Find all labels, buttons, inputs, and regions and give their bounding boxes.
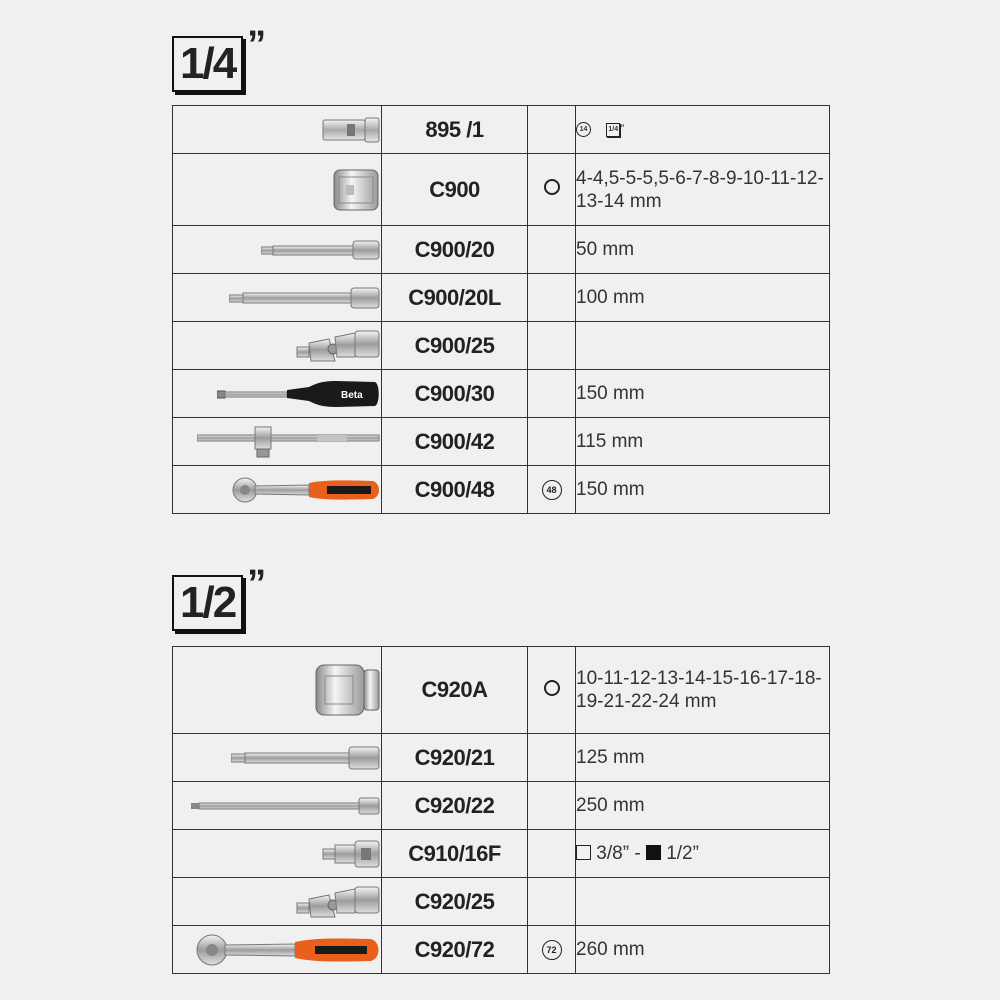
- table-row: [173, 878, 830, 926]
- drive-size-badge: 1/2: [172, 575, 243, 631]
- product-code: C900/20: [382, 226, 528, 274]
- product-code: C910/16F: [382, 830, 528, 878]
- product-code: C920/25: [382, 878, 528, 926]
- ratchet-teeth-icon: 72: [542, 940, 562, 960]
- section-header-half-inch: [172, 563, 267, 631]
- adapter-to: 1/2”: [666, 843, 699, 864]
- table-row: [173, 926, 830, 974]
- ratchet-icon: [195, 933, 381, 967]
- length-description: 100 mm: [576, 274, 830, 322]
- female-square-icon: [576, 845, 591, 860]
- extension-bar-icon: [229, 285, 381, 311]
- adapter-separator: -: [634, 843, 641, 864]
- hex-socket-icon: [313, 662, 381, 718]
- product-code: C900/30: [382, 370, 528, 418]
- spark-plug-socket-icon: [321, 115, 381, 145]
- length-description: 50 mm: [576, 226, 830, 274]
- extension-bar-icon: [191, 796, 381, 816]
- product-code: C920/22: [382, 782, 528, 830]
- adapter-icon: [321, 839, 381, 869]
- table-row: [173, 418, 830, 466]
- section-header-quarter-inch: [172, 24, 267, 92]
- length-description: 250 mm: [576, 782, 830, 830]
- description: [576, 322, 830, 370]
- inch-mark: ”: [247, 24, 267, 66]
- hex-profile-icon: [544, 680, 560, 696]
- universal-joint-icon: [295, 327, 381, 365]
- brand-logo: Beta: [341, 389, 363, 401]
- product-code: C900/20L: [382, 274, 528, 322]
- size-description: 10-11-12-13-14-15-16-17-18-19-21-22-24 mm: [576, 647, 830, 734]
- length-description: 115 mm: [576, 418, 830, 466]
- description: [576, 878, 830, 926]
- extension-bar-icon: [231, 745, 381, 771]
- ratchet-teeth-icon: 48: [542, 480, 562, 500]
- product-code: C920A: [382, 647, 528, 734]
- hex-profile-icon: [544, 179, 560, 195]
- length-description: 125 mm: [576, 734, 830, 782]
- screwdriver-handle-icon: [217, 380, 381, 408]
- male-square-icon: [646, 845, 661, 860]
- inch-mark: ”: [247, 563, 267, 605]
- length-description: 150 mm: [576, 466, 830, 514]
- table-row: [173, 106, 830, 154]
- universal-joint-icon: [295, 883, 381, 921]
- table-row: [173, 322, 830, 370]
- table-row: [173, 782, 830, 830]
- quarter-inch-table: [172, 105, 830, 514]
- product-code: C900/48: [382, 466, 528, 514]
- hex-socket-icon: [331, 167, 381, 213]
- size-description: 4-4,5-5-5,5-6-7-8-9-10-11-12-13-14 mm: [576, 154, 830, 226]
- table-row: [173, 734, 830, 782]
- table-row: [173, 154, 830, 226]
- table-row: [173, 830, 830, 878]
- ratchet-icon: [231, 475, 381, 505]
- extension-bar-icon: [261, 238, 381, 262]
- length-description: 260 mm: [576, 926, 830, 974]
- table-row: [173, 370, 830, 418]
- table-row: [173, 274, 830, 322]
- half-inch-table: [172, 646, 830, 974]
- inch-mark: ”: [620, 122, 625, 136]
- product-code: C920/72: [382, 926, 528, 974]
- drive-size-badge: 1/4: [172, 36, 243, 92]
- product-code: C900/25: [382, 322, 528, 370]
- table-row: [173, 466, 830, 514]
- adapter-from: 3/8”: [596, 843, 630, 864]
- product-code: C920/21: [382, 734, 528, 782]
- table-row: [173, 647, 830, 734]
- product-code: 895 /1: [382, 106, 528, 154]
- drive-square-badge: 1/4: [606, 123, 620, 137]
- sliding-t-bar-icon: [197, 425, 381, 459]
- table-row: [173, 226, 830, 274]
- size-circle-badge: 14: [576, 122, 591, 137]
- product-code: C900: [382, 154, 528, 226]
- length-description: 150 mm: [576, 370, 830, 418]
- product-code: C900/42: [382, 418, 528, 466]
